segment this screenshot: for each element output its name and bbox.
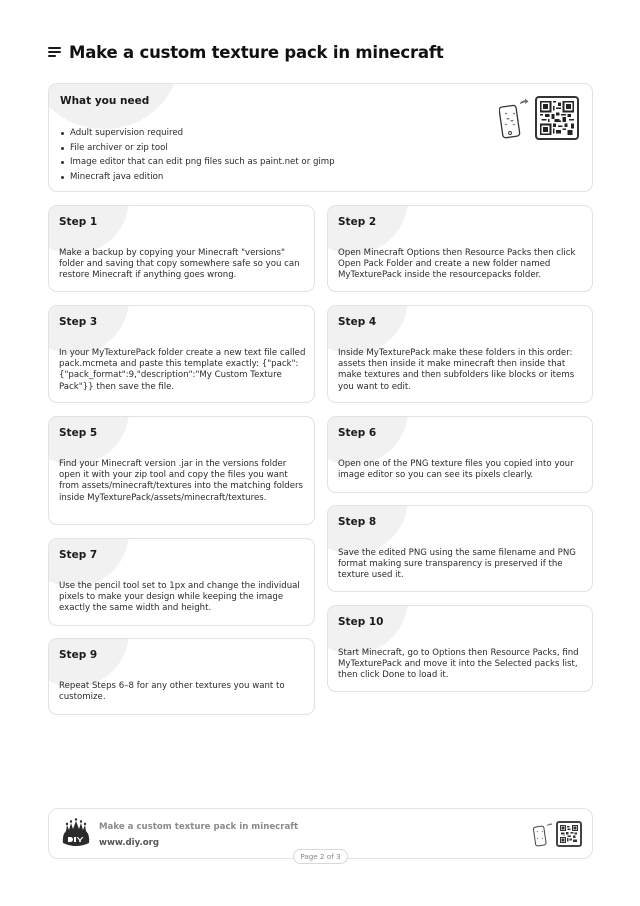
supply-item: Image editor that can edit png files such as paint.net or gimp: [60, 155, 335, 170]
arrow-icon: [546, 822, 553, 827]
step-title: Step 4: [338, 316, 377, 328]
phone-scan-icon: [499, 104, 521, 140]
step-card-8: [327, 505, 593, 592]
what-you-need-title: What you need: [60, 95, 150, 107]
corner-decoration: [48, 638, 129, 687]
step-title: Step 10: [338, 616, 384, 628]
arrow-icon: [519, 98, 529, 106]
corner-decoration: [327, 605, 408, 654]
step-card-4: [327, 305, 593, 403]
corner-decoration: [48, 205, 129, 254]
step-text: Save the edited PNG using the same filename and PNG format making sure transparency is preserved if the texture used it.: [338, 548, 576, 581]
step-title: Step 7: [59, 549, 98, 561]
step-title: Step 9: [59, 649, 98, 661]
step-text: Find your Minecraft version .jar in the versions folder open it with your zip tool and copy the files you want from assets/minecraft/textures into the matching folders inside MyTexturePack/assets/minecraft/textures.: [59, 459, 304, 503]
page-indicator: Page 2 of 3: [293, 849, 348, 864]
step-title: Step 3: [59, 316, 98, 328]
step-title: Step 6: [338, 427, 377, 439]
diy-logo: [60, 817, 92, 849]
supply-item: Adult supervision required: [60, 126, 335, 141]
supply-list: [60, 126, 335, 185]
corner-decoration: [327, 416, 408, 465]
step-card-5: [48, 416, 315, 525]
step-text: Open Minecraft Options then Resource Packs then click Open Pack Folder and create a new folder named MyTexturePack inside the resourcepacks folder.: [338, 248, 576, 281]
step-title: Step 8: [338, 516, 377, 528]
qr-code-icon[interactable]: [535, 96, 579, 140]
corner-decoration: [48, 416, 129, 465]
step-card-3: [48, 305, 315, 403]
step-text: Repeat Steps 6–8 for any other textures you want to customize.: [59, 681, 285, 703]
corner-decoration: [48, 305, 129, 354]
step-card-1: [48, 205, 315, 292]
phone-scan-icon: [533, 825, 547, 847]
step-text: Make a backup by copying your Minecraft "versions" folder and saving that copy somewhere safe so you can restore Minecraft if anything goes wrong.: [59, 248, 300, 281]
step-card-7: [48, 538, 315, 626]
page-header: [48, 40, 444, 64]
step-text: Start Minecraft, go to Options then Resource Packs, find MyTexturePack and move it into the Selected packs list, then click Done to load it.: [338, 648, 579, 681]
step-text: Use the pencil tool set to 1px and change the individual pixels to make your design while keeping the image exactly the same width and height.: [59, 581, 300, 614]
step-title: Step 5: [59, 427, 98, 439]
step-card-10: [327, 605, 593, 692]
corner-decoration: [327, 205, 408, 254]
supply-item: File archiver or zip tool: [60, 141, 335, 156]
step-card-2: [327, 205, 593, 292]
step-text: In your MyTexturePack folder create a new text file called pack.mcmeta and paste this template exactly: {"pack":{"pack_format":9,"description":"My Custom Texture Pack"}} then save the file.: [59, 348, 306, 392]
corner-decoration: [327, 305, 408, 354]
page-title: Make a custom texture pack in minecraft: [69, 42, 444, 62]
step-title: Step 1: [59, 216, 98, 228]
footer-title: Make a custom texture pack in minecraft: [99, 822, 299, 832]
menu-icon[interactable]: [48, 47, 61, 57]
qr-code-icon[interactable]: [556, 821, 582, 847]
supply-item: Minecraft java edition: [60, 170, 335, 185]
step-card-9: [48, 638, 315, 715]
corner-decoration: [327, 505, 408, 554]
corner-decoration: [48, 538, 129, 587]
footer-url[interactable]: www.diy.org: [99, 838, 160, 848]
step-text: Open one of the PNG texture files you copied into your image editor so you can see its pixels clearly.: [338, 459, 574, 481]
step-title: Step 2: [338, 216, 377, 228]
step-card-6: [327, 416, 593, 493]
step-text: Inside MyTexturePack make these folders in this order: assets then inside it make minecraft then inside that make textures and then subfolders like blocks or items you want to edit.: [338, 348, 575, 392]
